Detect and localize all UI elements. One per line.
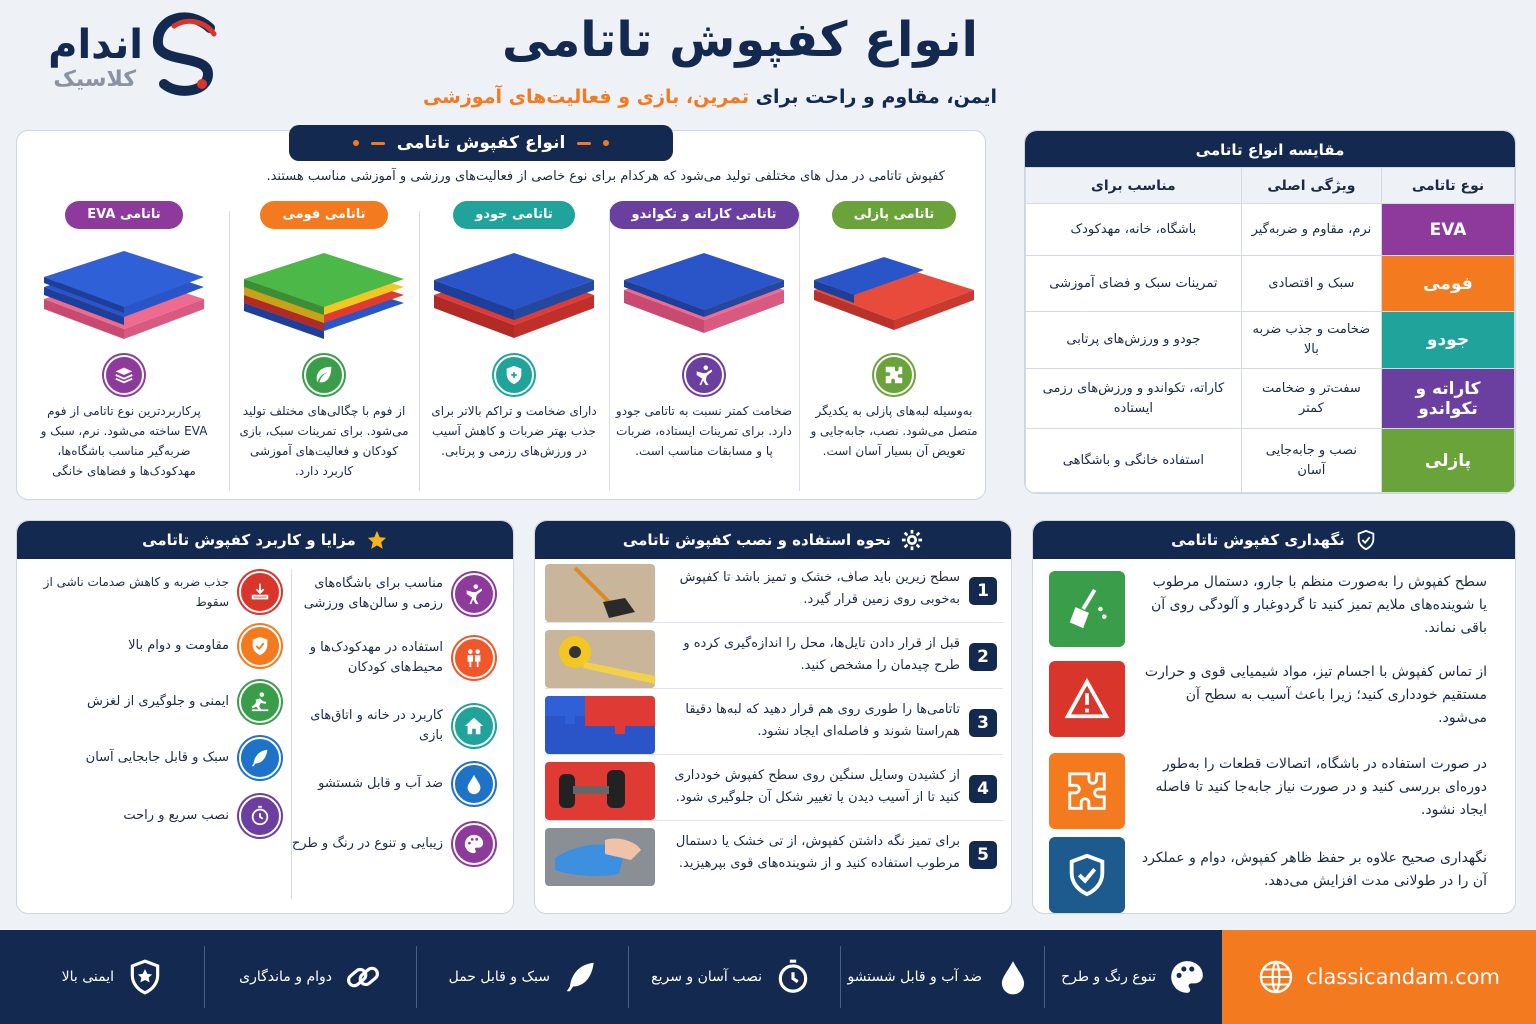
column-header: نوع تاتامی <box>1382 168 1515 204</box>
care-text: سطح کفپوش را به‌صورت منظم با جارو، دستمال مرطوب یا شوینده‌های ملایم تمیز کنید تا گردوغبار و آلودگی روی آن باقی نماند. <box>1151 574 1487 636</box>
benefits-heading: مزایا و کاربرد کفپوش تاتامی <box>142 531 356 549</box>
decor-dash <box>577 142 591 145</box>
warning-icon <box>1049 661 1125 737</box>
type-card-puzzle <box>799 201 989 496</box>
benefits-header <box>17 521 513 559</box>
type-name-cell: فومی <box>1382 256 1515 312</box>
page-title: انواع کفپوش تاتامی <box>502 12 978 68</box>
comparison-header <box>1025 131 1515 169</box>
column-divider <box>229 211 230 491</box>
step-text: تاتامی‌ها را طوری روی هم قرار دهید که لبه‌ها دقیقا هم‌راستا شوند و فاصله‌ای ایجاد نشود. <box>685 702 960 739</box>
karate-mat-image <box>614 235 794 345</box>
table-header-row <box>1026 168 1515 204</box>
shield-star-icon <box>126 958 164 996</box>
children-icon <box>453 637 495 679</box>
install-step <box>545 759 1003 821</box>
care-text: از تماس کفپوش با اجسام تیز، مواد شیمیایی قوی و حرارت مستقیم خودداری کنید؛ زیرا باعث آسیب به سطح آن می‌شود. <box>1144 664 1487 726</box>
benefit-text: زیبایی و تنوع در رنگ و طرح <box>291 836 443 851</box>
types-heading: انواع کفپوش تاتامی <box>396 133 566 153</box>
types-heading-tab <box>289 125 673 161</box>
feature-cell: سفت‌تر و ضخامت کمتر <box>1241 369 1381 429</box>
benefits-section <box>16 520 514 914</box>
tape-measure-image <box>545 630 655 688</box>
benefit-text: ضد آب و قابل شستشو <box>318 776 443 791</box>
type-card-foam <box>229 201 419 496</box>
types-intro: کفپوش تاتامی در مدل های مختلفی تولید می‌شود که هرکدام برای نوع خاصی از فعالیت‌های ورزشی و آموزشی مناسب هستند. <box>266 169 945 184</box>
footer-feature <box>62 930 164 1024</box>
type-name-cell: پازلی <box>1382 429 1515 493</box>
feather-icon <box>562 958 600 996</box>
benefit-text: مقاومت و دوام بالا <box>128 638 229 653</box>
install-step <box>545 825 1003 887</box>
cleaning-cloth-image <box>545 828 655 886</box>
step-text: از کشیدن وسایل سنگین روی سطح کفپوش خودداری کنید تا از آسیب دیدن یا تغییر شکل آن جلوگیری شود. <box>674 768 960 805</box>
impact-icon <box>239 571 281 613</box>
table-row <box>1026 256 1515 312</box>
benefit-item <box>19 795 281 837</box>
type-label: تاتامی EVA <box>65 201 182 229</box>
type-label: تاتامی پازلی <box>832 201 957 229</box>
types-section <box>16 130 986 500</box>
benefit-text: جذب ضربه و کاهش صدمات ناشی از سقوط <box>43 575 229 609</box>
comparison-heading: مقایسه انواع تاتامی <box>1195 141 1345 159</box>
logo-main-text: اندام <box>48 22 143 68</box>
step-text: قبل از قرار دادن تایل‌ها، محل را اندازه‌گیری کرده و طرح چیدمان را مشخص کنید. <box>683 636 960 673</box>
website-link[interactable] <box>1222 930 1536 1024</box>
care-heading: نگهداری کفپوش تاتامی <box>1171 531 1345 549</box>
decor-dot <box>603 140 609 146</box>
benefit-text: ایمنی و جلوگیری از لغزش <box>87 694 229 709</box>
footer-divider <box>416 946 417 1008</box>
benefit-item <box>19 625 281 667</box>
type-card-eva <box>29 201 219 496</box>
feature-cell: سبک و اقتصادی <box>1241 256 1381 312</box>
footer-feature <box>1061 930 1206 1024</box>
eva-mat-image <box>34 235 214 345</box>
palette-icon <box>453 823 495 865</box>
subtitle-highlight: تمرین، بازی و فعالیت‌های آموزشی <box>422 86 750 108</box>
type-label: تاتامی کاراته و تکواندو <box>609 201 798 229</box>
footer-feature <box>449 930 600 1024</box>
benefit-item <box>285 823 495 865</box>
home-icon <box>453 705 495 747</box>
benefit-text: مناسب برای باشگاه‌های رزمی و سالن‌های ورزشی <box>303 576 443 611</box>
column-divider <box>799 211 800 491</box>
type-description: ضخامت کمتر نسبت به تاتامی جودو دارد. برای تمرینات ایستاده، ضربات پا و مسابقات مناسب است. <box>615 404 793 458</box>
puzzle-icon <box>1049 753 1125 829</box>
care-text: نگهداری صحیح علاوه بر حفظ ظاهر کفپوش، دوام و عملکرد آن را در طولانی مدت افزایش می‌دهد. <box>1141 850 1487 889</box>
step-number: 2 <box>969 643 997 671</box>
footer-divider <box>840 946 841 1008</box>
stopwatch-icon <box>774 958 812 996</box>
care-text: در صورت استفاده در باشگاه، اتصالات قطعات را به‌طور دوره‌ای بررسی کنید و در صورت نیاز جابه‌جا کنید تا فاصله ایجاد نشود. <box>1155 756 1487 818</box>
benefit-text: سبک و قابل جابجایی آسان <box>85 750 229 765</box>
benefit-item <box>19 571 281 613</box>
step-number: 3 <box>969 709 997 737</box>
water-drop-icon <box>994 958 1032 996</box>
install-heading: نحوه استفاده و نصب کفپوش تاتامی <box>622 531 892 549</box>
shield-icon <box>494 355 534 395</box>
install-step <box>545 561 1003 623</box>
benefit-item <box>285 705 495 747</box>
care-item <box>1047 753 1507 833</box>
table-row <box>1026 369 1515 429</box>
logo-sub-text: کلاسیک <box>53 67 136 92</box>
type-card-karate <box>609 201 799 496</box>
feather-icon <box>239 737 281 779</box>
step-text: برای تمیز نگه داشتن کفپوش، از تی خشک یا دستمال مرطوب استفاده کنید و از شوینده‌های قوی بپرهیزید. <box>675 834 960 871</box>
benefit-text: نصب سریع و راحت <box>123 808 229 823</box>
decor-dash <box>371 142 385 145</box>
martial-arts-icon <box>684 355 724 395</box>
type-name-cell: EVA <box>1382 204 1515 256</box>
star-icon <box>366 529 388 551</box>
broom-image <box>545 564 655 622</box>
footer-feature <box>848 930 1033 1024</box>
footer-feature-text: ضد آب و قابل شستشو <box>847 969 982 985</box>
type-label: تاتامی فومی <box>260 201 387 229</box>
table-row <box>1026 312 1515 369</box>
logo <box>18 8 228 96</box>
palette-icon <box>1168 958 1206 996</box>
martial-arts-icon <box>453 573 495 615</box>
benefit-item <box>285 637 495 679</box>
use-cell: استفاده خانگی و باشگاهی <box>1026 429 1242 493</box>
leaf-icon <box>304 355 344 395</box>
type-description: دارای ضخامت و تراکم بالاتر برای جذب بهتر ضربات و کاهش آسیب در ورزش‌های رزمی و پرتابی. <box>431 404 597 458</box>
foam-mat-image <box>234 235 414 345</box>
step-number: 4 <box>969 775 997 803</box>
decor-dot <box>353 140 359 146</box>
benefit-text: استفاده در مهدکودک‌ها و محیط‌های کودکان <box>309 640 443 675</box>
footer-feature-text: دوام و ماندگاری <box>239 969 332 985</box>
footer-bar <box>0 930 1536 1024</box>
step-text: سطح زیرین باید صاف، خشک و تمیز باشد تا کفپوش به‌خوبی روی زمین قرار گیرد. <box>679 570 960 607</box>
column-divider <box>609 211 610 491</box>
benefit-item <box>19 737 281 779</box>
footer-feature <box>239 930 382 1024</box>
feature-cell: ضخامت و جذب ضربه بالا <box>1241 312 1381 369</box>
badge-icon <box>239 625 281 667</box>
footer-divider <box>628 946 629 1008</box>
type-description: پرکاربردترین نوع تاتامی از فوم EVA ساخته می‌شود. نرم، سبک و ضربه‌گیر مناسب باشگاه‌ها، مهدکودک‌ها و فضاهای خانگی <box>40 404 208 478</box>
care-item <box>1047 571 1507 651</box>
column-header: ویژگی اصلی <box>1241 168 1381 204</box>
comparison-section <box>1024 130 1516 494</box>
timer-icon <box>239 795 281 837</box>
use-cell: کاراته، تکواندو و ورزش‌های رزمی ایستاده <box>1026 369 1242 429</box>
footer-divider <box>1044 946 1045 1008</box>
care-header <box>1033 521 1515 559</box>
shield-check-icon <box>1049 837 1125 913</box>
footer-divider <box>204 946 205 1008</box>
footer-feature-text: سبک و قابل حمل <box>448 969 550 985</box>
footer-feature-text: ایمنی بالا <box>61 969 114 985</box>
use-cell: باشگاه، خانه، مهدکودک <box>1026 204 1242 256</box>
link-icon <box>344 958 382 996</box>
type-card-judo <box>419 201 609 496</box>
globe-icon <box>1258 959 1294 995</box>
feature-cell: نصب و جابه‌جایی آسان <box>1241 429 1381 493</box>
benefit-item <box>19 681 281 723</box>
type-name-cell: جودو <box>1382 312 1515 369</box>
subtitle-prefix: ایمن، مقاوم و راحت برای <box>749 86 998 108</box>
benefit-item <box>285 573 495 615</box>
table-row <box>1026 429 1515 493</box>
use-cell: تمرینات سبک و فضای آموزشی <box>1026 256 1242 312</box>
page-subtitle <box>380 86 1040 108</box>
use-cell: جودو و ورزش‌های پرتابی <box>1026 312 1242 369</box>
type-description: از فوم با چگالی‌های مختلف تولید می‌شود. برای تمرینات سبک، بازی کودکان و فعالیت‌های آموزشی کاربرد دارد. <box>239 404 409 478</box>
type-label: تاتامی جودو <box>453 201 575 229</box>
install-step <box>545 627 1003 689</box>
comparison-table <box>1025 167 1515 493</box>
care-item <box>1047 837 1507 917</box>
column-header: مناسب برای <box>1026 168 1242 204</box>
puzzle-mats-image <box>545 696 655 754</box>
feature-cell: نرم، مقاوم و ضربه‌گیر <box>1241 204 1381 256</box>
footer-feature-text: تنوع رنگ و طرح <box>1061 969 1156 985</box>
shield-check-icon <box>1355 529 1377 551</box>
care-section <box>1032 520 1516 914</box>
install-step <box>545 693 1003 755</box>
care-item <box>1047 661 1507 741</box>
step-number: 1 <box>969 577 997 605</box>
anti-slip-icon <box>239 681 281 723</box>
footer-feature-text: نصب آسان و سریع <box>651 969 762 985</box>
benefit-item <box>285 763 495 805</box>
water-drop-icon <box>453 763 495 805</box>
puzzle-mat-image <box>804 235 984 345</box>
layers-icon <box>104 355 144 395</box>
puzzle-icon <box>874 355 914 395</box>
website-url: classicandam.com <box>1306 965 1500 989</box>
install-header <box>535 521 1011 559</box>
footer-feature <box>651 930 812 1024</box>
gear-icon <box>901 529 923 551</box>
dumbbell-image <box>545 762 655 820</box>
install-section <box>534 520 1012 914</box>
type-description: به‌وسیله لبه‌های پازلی به یکدیگر متصل می‌شود. نصب، جابه‌جایی و تعویض آن بسیار آسان است. <box>810 404 978 458</box>
table-row <box>1026 204 1515 256</box>
benefit-text: کاربرد در خانه و اتاق‌های بازی <box>310 708 443 743</box>
type-name-cell: کاراته و تکواندو <box>1382 369 1515 429</box>
judo-mat-image <box>424 235 604 345</box>
step-number: 5 <box>969 841 997 869</box>
broom-icon <box>1049 571 1125 647</box>
column-divider <box>419 211 420 491</box>
